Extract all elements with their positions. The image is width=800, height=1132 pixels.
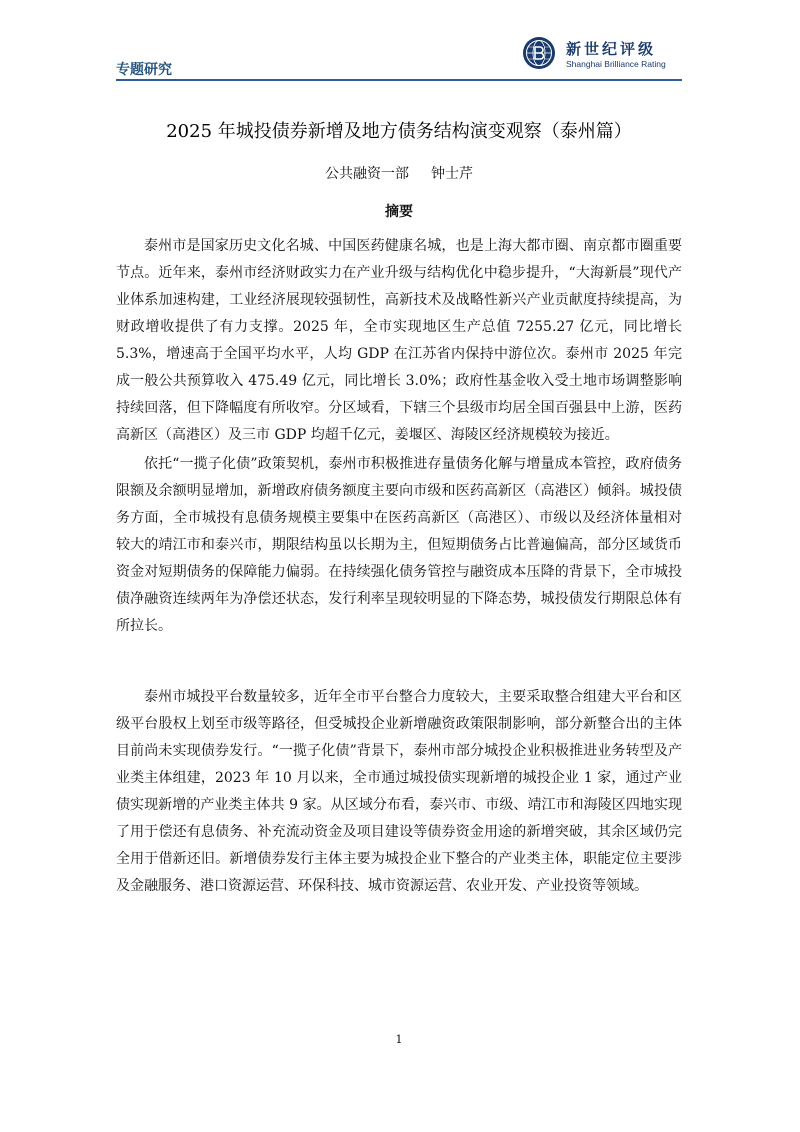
section-label: 专题研究 <box>116 62 172 78</box>
body-paragraph-1: 泰州市是国家历史文化名城、中国医药健康名城，也是上海大都市圈、南京都市圈重要节点。近年来，泰州市经济财政实力在产业升级与结构优化中稳步提升，“大海新晨”现代产业体系加速构建，工业经济展现较强韧性，高新技术及战略性新兴产业贡献度持续提高，为财政增收提供了有力支撑。2025 年，全市实现地区生产总值 7255.27 亿元，同比增长 5.3%，增速高于全国平均水平，人均 GDP 在江苏省内保持中游位次。泰州市 2025 年完成一般公共预算收入 475.49 亿元，同比增长 3.0%；政府性基金收入受土地市场调整影响持续回落，但下降幅度有所收窄。分区域看，下辖三个县级市均居全国百强县中上游，医药高新区（高港区）及三市 GDP 均超千亿元，姜堰区、海陵区经济规模较为接近。 <box>116 238 682 443</box>
department-name: 公共融资一部 <box>325 166 409 182</box>
logo-english-name: Shanghai Brilliance Rating <box>566 59 666 69</box>
logo-chinese-name: 新世纪评级 <box>566 40 657 58</box>
body-paragraph-2: 依托“一揽子化债”政策契机，泰州市积极推进存量债务化解与增量成本管控，政府债务限额及余额明显增加，新增政府债务额度主要向市级和医药高新区（高港区）倾斜。城投债务方面，全市城投有息债务规模主要集中在医药高新区（高港区）、市级以及经济体量相对较大的靖江市和泰兴市，期限结构虽以长期为主，但短期债务占比普遍偏高，部分区域货币资金对短期债务的保障能力偏弱。在持续强化债务管控与融资成本压降的背景下，全市城投债净融资连续两年为净偿还状态，发行利率呈现较明显的下降态势，城投债发行期限总体有所拉长。 <box>116 456 682 634</box>
author-line <box>116 163 682 185</box>
header-divider <box>116 79 682 81</box>
page-header <box>116 32 682 80</box>
paragraph-block-2 <box>116 451 682 640</box>
brilliance-globe-logo-icon <box>522 36 556 70</box>
page-number: 1 <box>395 1033 403 1046</box>
brand-logo <box>522 32 682 76</box>
paragraph-block-1 <box>116 233 682 449</box>
paragraph-block-3 <box>116 684 682 900</box>
author-name: 钟士芹 <box>431 166 473 182</box>
body-paragraph-3: 泰州市城投平台数量较多，近年全市平台整合力度较大，主要采取整合组建大平台和区级平台股权上划至市级等路径，但受城投企业新增融资政策限制影响，部分新整合出的主体目前尚未实现债券发行。“一揽子化债”背景下，泰州市部分城投企业积极推进业务转型及产业类主体组建，2023 年 10 月以来，全市通过城投债实现新增的城投企业 1 家，通过产业债实现新增的产业类主体共 9 家。从区域分布看，泰兴市、市级、靖江市和海陵区四地实现了用于偿还有息债务、补充流动资金及项目建设等债券资金用途的新增突破，其余区域仍完全用于借新还旧。新增债券发行主体主要为城投企业下整合的产业类主体，职能定位主要涉及金融服务、港口资源运营、环保科技、城市资源运营、农业开发、产业投资等领域。 <box>116 689 682 894</box>
document-title: 2025 年城投债券新增及地方债务结构演变观察（泰州篇） <box>166 121 632 142</box>
abstract-heading: 摘要 <box>385 204 413 220</box>
